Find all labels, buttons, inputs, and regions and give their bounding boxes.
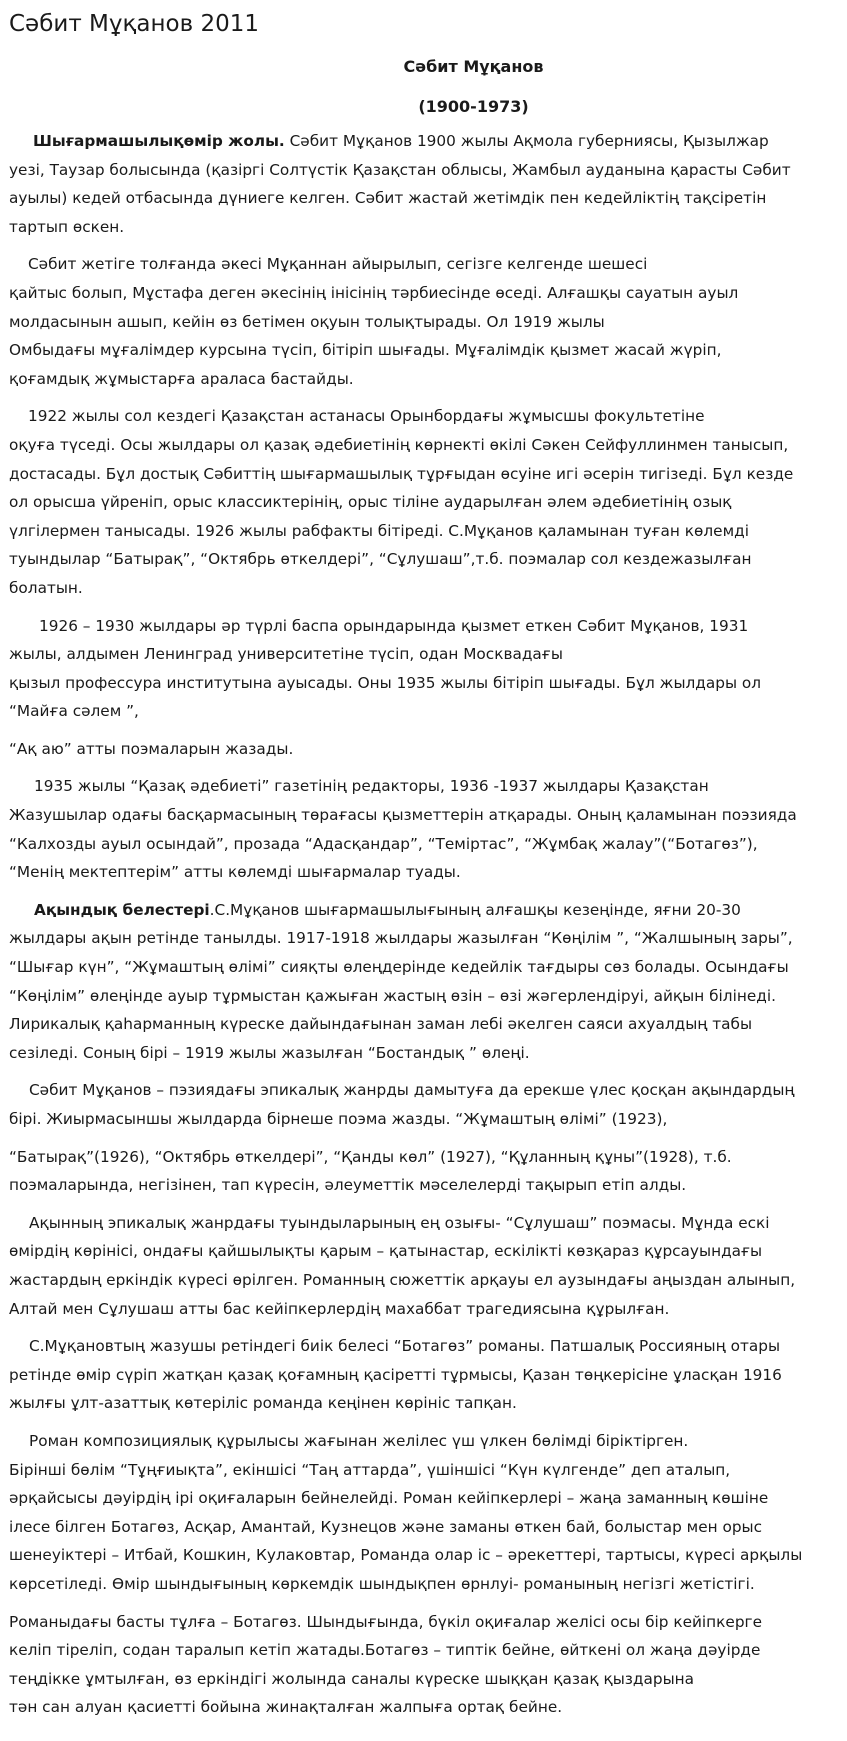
text-line: “Батырақ”(1926), “Октябрь өткелдері”, “Қанды көл” (1927), “Құланның құны”(1928), т.б. [9,1147,732,1166]
text-line: қызыл профессура институтына ауысады. Оны 1935 жылы бітіріп шығады. Бұл жылдары ол [9,673,762,692]
text-line: қоғамдық жұмыстарға араласа бастайды. [9,369,354,388]
text-line: Бірінші бөлім “Тұңғиықта”, екіншісі “Таң аттарда”, үшіншісі “Күн күлгенде” деп аталып, [9,1460,731,1479]
years-heading: (1900-1973) [418,97,529,116]
text-line: поэмаларында, негізінен, тап күресін, әлеуметтік мәселелерді тақырып етіп алды. [9,1176,687,1195]
paragraph-main-character [9,1608,838,1722]
text-line: уезі, Таузар болысында (қазіргі Солтүстік Қазақстан облысы, Жамбыл ауданына қарасты Сәбит [9,160,791,179]
text-line: Шығармашылықөмір жолы. Сәбит Мұқанов 1900 жылы Ақмола губерниясы, Қызылжар [33,132,769,150]
text-line: 1922 жылы сол кездегі Қазақстан астанасы Орынбордағы жұмысшы фокультетіне [28,407,705,426]
paragraph-botagoz [9,1332,838,1418]
text-line: туындылар “Батырақ”, “Октябрь өткелдері”, “Сұлушаш”,т.б. поэмалар сол кездежазылған [9,550,752,569]
text-line: теңдікке ұмтылған, өз еркіндігі жолында саналы күреске шыққан қазақ қыздарына [9,1669,695,1688]
text-line: достасады. Бұл достық Сәбиттің шығармашылық тұрғыдан өсуіне игі әсерін тигізеді. Бұл кезде [9,464,794,483]
text-line: “Ақ аю” атты поэмаларын жазады. [9,739,294,758]
text-line: келіп тіреліп, содан таралып кетіп жатады.Ботагөз – типтік бейне, өйткені ол жаңа дәуірде [9,1641,761,1660]
text-line: Омбыдағы мұғалімдер курсына түсіп, бітіріп шығады. Мұғалімдік қызмет жасай жүріп, [9,341,722,360]
text-line: тән сан алуан қасиетті бойына жинақталған жалпыға ортақ бейне. [9,1698,563,1717]
text-line: өмірдің көрінісі, ондағы қайшылықты қарым – қатынастар, ескілікті көзқараз құрсауындағы [9,1242,763,1261]
text-line: Сәбит Мұқанов – пэзиядағы эпикалық жанрды дамытуға да ерекше үлес қосқан ақындардың [29,1081,795,1100]
text-line: жастардың еркіндік күресі өрілген. Романның сюжеттік арқауы ел аузындағы аңыздан алынып, [9,1270,796,1289]
text-line: ауылы) кедей отбасында дүниеге келген. Сәбит жастай жетімдік пен кедейліктің тақсіретін [9,189,767,208]
paragraph-leningrad [9,612,838,726]
text-line: “Шығар күн”, “Жұмаштың өлімі” сияқты өлеңдерінде кедейлік тағдыры сөз болады. Осындағы [9,958,789,977]
text-line: көрсетіледі. Өмір шындығының көркемдік шындықпен өрнлуі- романының негізгі жетістігі. [9,1574,755,1593]
text-line: ілесе білген Ботагөз, Асқар, Амантай, Кузнецов және заманы өткен бай, болыстар мен орыс [9,1517,763,1536]
text-line: болатын. [9,578,83,597]
paragraph-poetic-stages [9,896,838,1068]
text-line: Роман композициялық құрылысы жағынан желілес үш үлкен бөлімді біріктірген. [29,1431,689,1450]
text-line: жылдары ақын ретінде танылды. 1917-1918 жылдары жазылған “Көңілім ”, “Жалшының зары”, [9,929,793,948]
author-heading: Сәбит Мұқанов [403,57,544,76]
text-line: жылы, алдымен Ленинград университетіне түсіп, одан Москвадағы [9,645,563,664]
text-line: “Менің мектептерім” атты көлемді шығармалар туады. [9,863,461,882]
paragraph-poems [9,735,838,764]
text-line: Сәбит жетіге толғанда әкесі Мұқаннан айырылып, сегізге келгенде шешесі [28,255,648,274]
paragraph-editor [9,772,838,886]
text-line: Ақынның эпикалық жанрдағы туындыларының ең озығы- “Сұлушаш” поэмасы. Мұнда ескі [29,1213,770,1232]
text-line: оқуға түседі. Осы жылдары ол қазақ әдебиетінің көрнекті өкілі Сәкен Сейфуллинмен танысып, [9,435,789,454]
section-lead: Шығармашылықөмір жолы. [33,132,285,150]
text-line: “Көңілім” өлеңінде ауыр тұрмыстан қажыған жастың өзін – өзі жәгерлендіруі, айқын білінеді. [9,986,776,1005]
paragraph-poem-list [9,1143,838,1200]
section-lead: Ақындық белестері [34,900,210,919]
text-line: сезіледі. Соның бірі – 1919 жылы жазылған “Бостандық ” өлеңі. [9,1043,530,1062]
text-line: Ақындық белестері.С.Мұқанов шығармашылығының алғашқы кезеңінде, яғни 20-30 [34,900,741,919]
text-line: Лирикалық қаһарманның күреске дайындағынан заман лебі әкелген саяси ахуалдың табы [9,1015,753,1034]
text-line: бірі. Жиырмасыншы жылдарда бірнеше поэма жазды. “Жұмаштың өлімі” (1923), [9,1110,668,1128]
text-line: ол орысша үйреніп, орыс классиктерінің, орыс тіліне аударылған әлем әдебиетінің озық [9,493,732,512]
text-line: молдасынын ашып, кейін өз бетімен оқуын толықтырады. Ол 1919 жылы [9,312,605,331]
page-title: Сәбит Мұқанов 2011 [9,11,260,37]
text-line: “Майға сәлем ”, [9,702,139,721]
text-line: үлгілермен танысады. 1926 жылы рабфакты бітіреді. С.Мұқанов қаламынан туған көлемді [9,521,749,540]
text-line: шенеуіктері – Итбай, Кошкин, Кулаковтар, Романда олар іс – әрекеттері, тартысы, күресі арқылы [9,1546,803,1565]
paragraph-novel-structure [9,1427,838,1599]
text-line: Жазушылар одағы басқармасының төрағасы қызметтерін атқарады. Оның қаламынан поэзияда [9,806,797,825]
text-line: әрқайсысы дәуірдің ірі оқиғаларын бейнелейді. Роман кейіпкерлері – жаңа заманның көшіне [9,1489,769,1508]
text-line: қайтыс болып, Мұстафа деген әкесінің інісінің тәрбиесінде өседі. Алғашқы сауатын ауыл [9,283,739,302]
paragraph-orenburg [9,402,838,602]
paragraph-sulushash [9,1209,838,1323]
text-line: “Калхозды ауыл осындай”, прозада “Адасқандар”, “Теміртас”, “Жұмбақ жалау”(“Ботагөз”), [9,834,758,853]
text-line: 1926 – 1930 жылдары әр түрлі баспа орындарында қызмет еткен Сәбит Мұқанов, 1931 [39,616,749,635]
paragraph-childhood [9,250,838,393]
text-line: ретінде өмір сүріп жатқан қазақ қоғамның қасіретті тұрмысы, Қазан төңкерісіне ұласқан 1916 [9,1365,782,1384]
text-line: тартып өскен. [9,217,125,236]
text-line: Алтай мен Сұлушаш атты бас кейіпкерлердің махаббат трагедиясына құрылған. [9,1299,670,1318]
text-line: 1935 жылы “Қазақ әдебиеті” газетінің редакторы, 1936 -1937 жылдары Қазақстан [34,777,709,796]
text-line: Романыдағы басты тұлға – Ботагөз. Шындығында, бүкіл оқиғалар желісі осы бір кейіпкерге [9,1612,762,1631]
paragraph-epic-genre [9,1076,838,1133]
text-line: С.Мұқановтың жазушы ретіндегі биік белесі “Ботагөз” романы. Патшалық Россияның отары [29,1337,781,1356]
paragraph-life-path [9,127,838,241]
text-line: жылғы ұлт-азаттық көтеріліс романда кеңінен көрініс тапқан. [9,1394,517,1413]
